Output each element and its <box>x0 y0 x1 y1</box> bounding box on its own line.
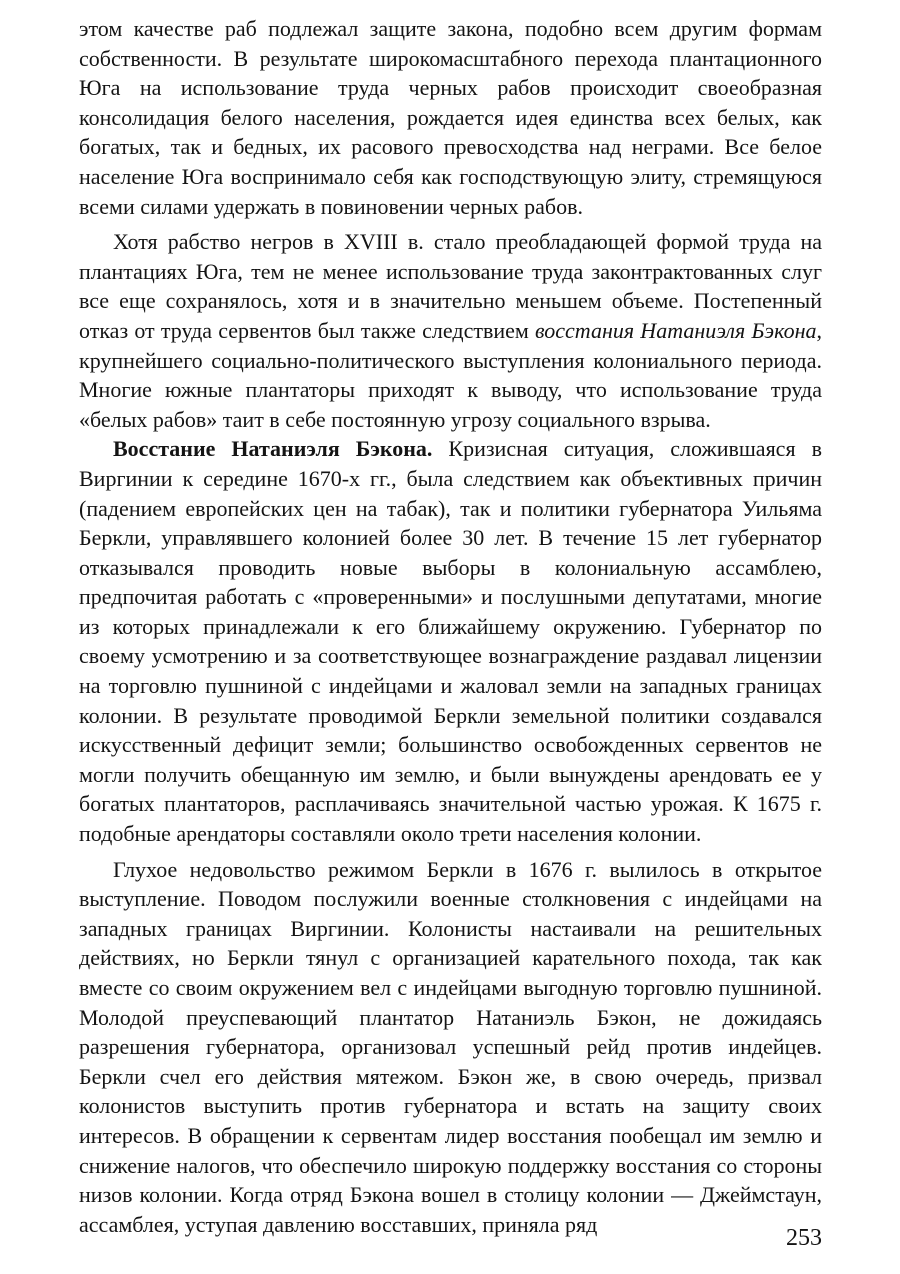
paragraph-text: Хотя рабство негров в XVIII в. стало преобладающей формой труда на плантациях Юга, тем не менее использование труда законтрактованных слуг все еще сохранялось, хотя и в значительно меньшем объеме. Постепенный отказ от труда сервентов был также следствием <box>79 229 822 343</box>
paragraph-text: Кризисная ситуация, сложившаяся в Виргинии к середине 1670-х гг., была следствием как объективных причин (падением европейских цен на табак), так и политики губернатора Уильяма Беркли, управлявшего колонией более 30 лет. В течение 15 лет губернатор отказывался проводить новые выборы в колониальную ассамблею, предпочитая работать с «проверенными» и послушными депутатами, многие из которых принадлежали к его ближайшему окружению. Губернатор по своему усмотрению и за соответствующее вознаграждение раздавал лицензии на торговлю пушниной с индейцами и жаловал земли на западных границах колонии. В результате проводимой Беркли земельной политики создавался искусственный дефицит земли; большинство освобожденных сервентов не могли получить обещанную им землю, и были вынуждены арендовать ее у богатых плантаторов, расплачиваясь значительной частью урожая. К 1675 г. подобные арендаторы составляли около трети населения колонии. <box>79 436 822 847</box>
body-text <box>79 14 822 1239</box>
paragraph-text: , крупнейшего социально-политического выступления колониального периода. Многие южные плантаторы приходят к выводу, что использование труда «белых рабов» таит в себе постоянную угрозу социального взрыва. <box>79 317 822 432</box>
page-number: 253 <box>786 1225 822 1251</box>
paragraph-uprising: Глухое недовольство режимом Беркли в 1676 г. вылилось в открытое выступление. Поводом послужили военные столкновения с индейцами на западных границах Виргинии. Колонисты настаивали на решительных действиях, но Беркли тянул с организацией карательного похода, так как вместе со своим окружением вел с индейцами выгодную торговлю пушниной. Молодой преуспевающий плантатор Натаниэль Бэкон, не дожидаясь разрешения губернатора, организовал успешный рейд против индейцев. Беркли счел его действия мятежом. Бэкон же, в свою очередь, призвал колонистов выступить против губернатора и встать на защиту своих интересов. В обращении к сервентам лидер восстания пообещал им землю и снижение налогов, что обеспечило широкую поддержку восстания со стороны низов колонии. Когда отряд Бэкона вошел в столицу колонии — Джеймстаун, ассамблея, уступая давлению восставших, приняла ряд <box>79 856 822 1237</box>
paragraph-continuation: этом качестве раб подлежал защите закона, подобно всем другим формам собственности. В результате широкомасштабного перехода плантационного Юга на использование труда черных рабов происходит своеобразная консолидация белого населения, рождается идея единства всех белых, как богатых, так и бедных, их расового превосходства над неграми. Все белое население Юга воспринимало себя как господствующую элиту, стремящуюся всеми силами удержать в повиновении черных рабов. <box>79 16 822 219</box>
section-heading: Восстание Натаниэля Бэкона. <box>113 436 433 462</box>
italic-term: восстания Натаниэля Бэкона <box>535 317 817 343</box>
paragraph-serfs <box>79 227 822 434</box>
paragraph-bacon-rebellion <box>79 434 822 848</box>
